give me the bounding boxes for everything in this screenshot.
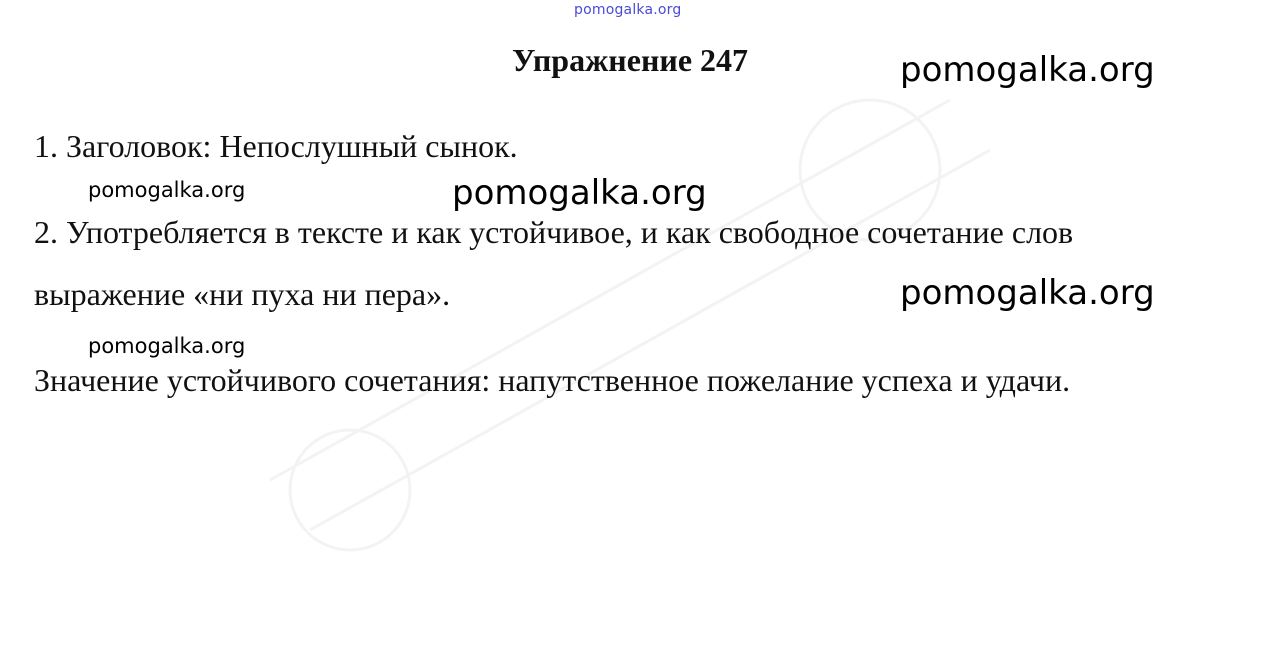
exercise-title: Упражнение 247 bbox=[512, 42, 749, 78]
answer-item-1: 1. Заголовок: Непослушный сынок. bbox=[34, 128, 518, 164]
answer-item-2-line-1: 2. Употребляется в тексте и как устойчивое, и как свободное сочетание слов bbox=[34, 214, 1074, 250]
watermark-row1-left: pomogalka.org bbox=[88, 178, 246, 202]
answer-item-2-line-2: выражение «ни пуха ни пера». bbox=[34, 276, 451, 312]
watermark-mid-right: pomogalka.org bbox=[900, 273, 1155, 313]
watermark-row3-left: pomogalka.org bbox=[88, 334, 246, 358]
meaning-line: Значение устойчивого сочетания: напутственное пожелание успеха и удачи. bbox=[34, 362, 1071, 398]
watermark-top-right: pomogalka.org bbox=[900, 50, 1155, 90]
header-watermark: pomogalka.org bbox=[574, 2, 682, 18]
watermark-row1-center: pomogalka.org bbox=[452, 173, 707, 213]
